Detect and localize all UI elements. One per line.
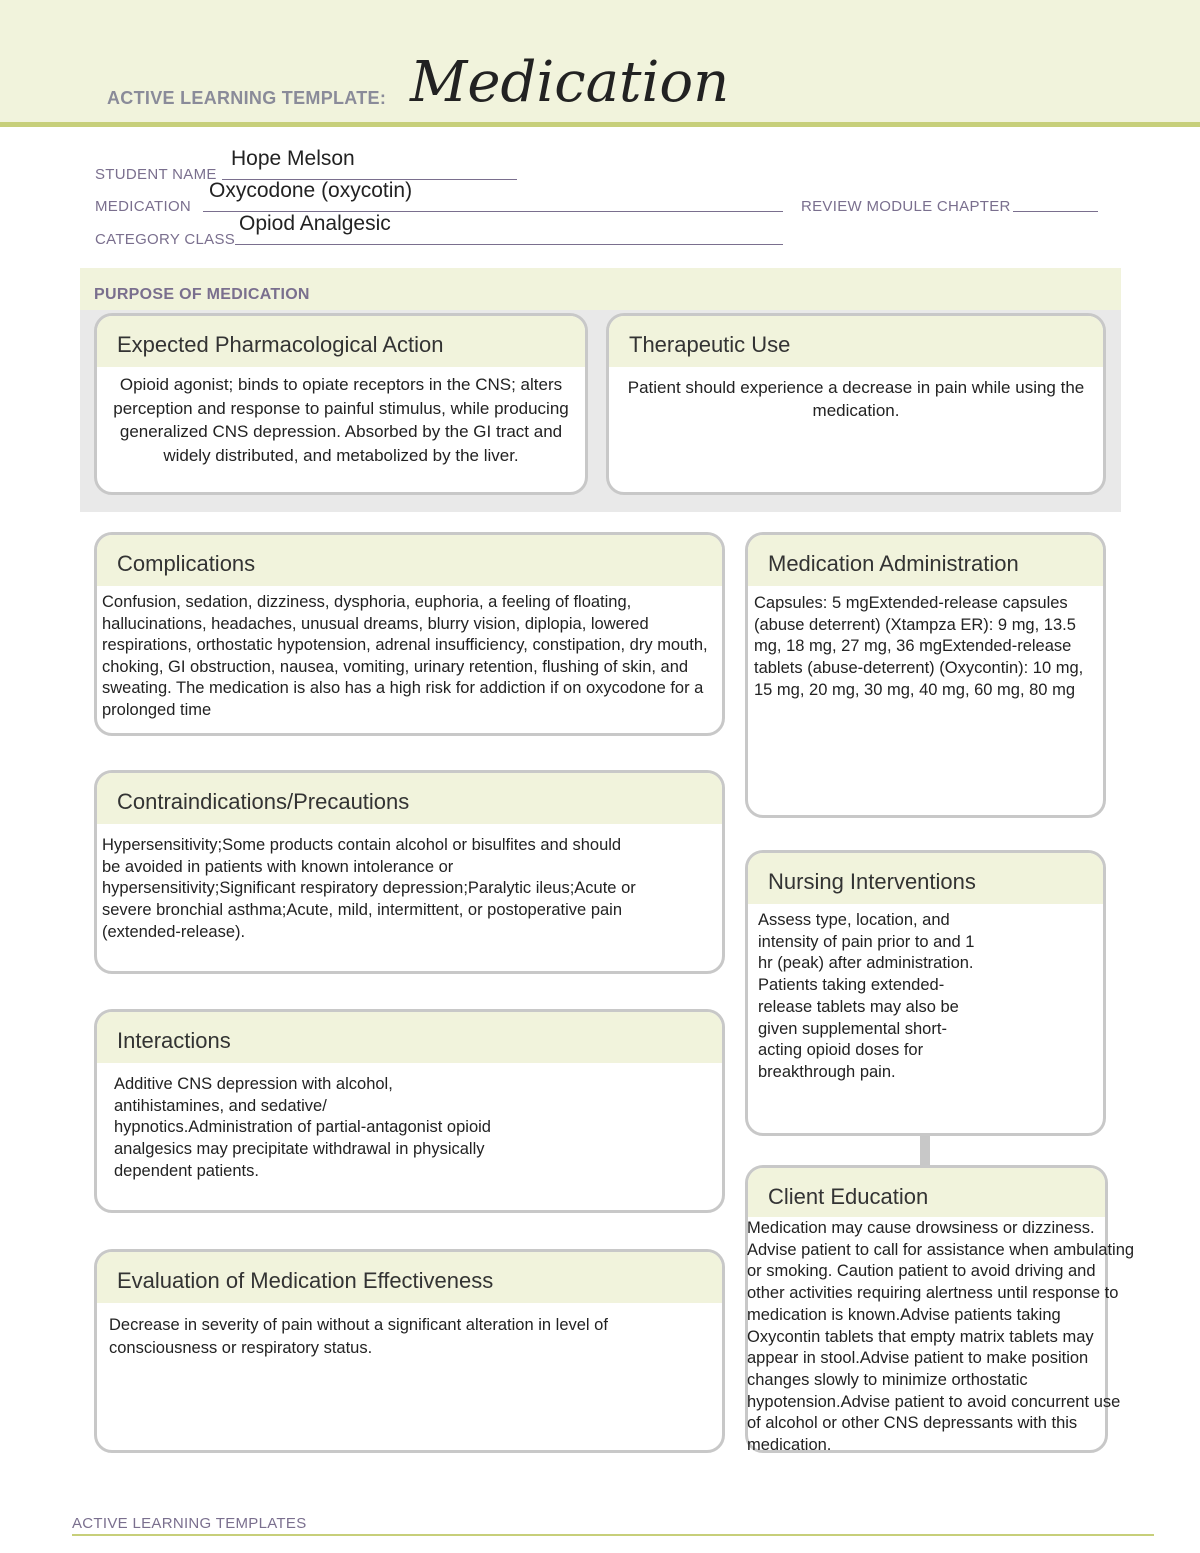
therapeutic-use-title: Therapeutic Use xyxy=(609,316,1103,368)
expected-action-box xyxy=(94,313,588,495)
student-name-field[interactable]: Hope Melson xyxy=(231,147,355,170)
footer-label: ACTIVE LEARNING TEMPLATES xyxy=(72,1515,307,1532)
interactions-text[interactable]: Additive CNS depression with alcohol, antihistamines, and sedative/ hypnotics.Administration of partial-antagonist opioid analgesics may precipitate withdrawal in physically dependent patients. xyxy=(114,1075,491,1180)
nursing-interventions-text[interactable]: Assess type, location, and intensity of pain prior to and 1 hr (peak) after administration. Patients taking extended-release tablets may also be given supplemental short-acting opioid doses for breakthrough pain. xyxy=(758,911,975,1081)
medication-field[interactable]: Oxycodone (oxycotin) xyxy=(209,179,413,202)
client-education-text[interactable]: Medication may cause drowsiness or dizziness. Advise patient to call for assistance when ambulating or smoking. Caution patient to avoid driving and other activities requiring alertness until response to medication is known.Advise patients taking Oxycontin tablets that empty matrix tablets may appear in stool.Advise patient to make position changes slowly to minimize orthostatic hypotension.Advise patient to avoid concurrent use of alcohol or other CNS depressants with this medication. xyxy=(747,1219,1135,1455)
medication-label: MEDICATION xyxy=(95,198,192,215)
header-rule xyxy=(0,122,1200,127)
review-module-label: REVIEW MODULE CHAPTER xyxy=(801,198,1011,215)
complications-box xyxy=(94,532,725,736)
expected-action-title: Expected Pharmacological Action xyxy=(97,316,585,368)
expected-action-text[interactable]: Opioid agonist; binds to opiate receptors in the CNS; alters perception and response to painful stimulus, while producing generalized CNS depression. Absorbed by the GI tract and widely distributed, and metabolized by the liver. xyxy=(113,375,569,465)
client-education-title: Client Education xyxy=(748,1168,1105,1218)
evaluation-title: Evaluation of Medication Effectiveness xyxy=(97,1252,722,1304)
page-title: Medication xyxy=(410,50,730,115)
complications-title: Complications xyxy=(97,535,722,587)
interactions-box xyxy=(94,1009,725,1213)
contraindications-title: Contraindications/Precautions xyxy=(97,773,722,825)
nursing-interventions-box xyxy=(745,850,1106,1136)
client-education-box xyxy=(745,1165,1135,1455)
student-name-label: STUDENT NAME xyxy=(95,166,217,183)
medication-administration-title: Medication Administration xyxy=(748,535,1103,587)
evaluation-box xyxy=(94,1249,725,1453)
evaluation-text[interactable]: Decrease in severity of pain without a significant alteration in level of consciousness or respiratory status. xyxy=(109,1316,608,1357)
footer-rule xyxy=(72,1534,1154,1536)
therapeutic-use-text[interactable]: Patient should experience a decrease in pain while using the medication. xyxy=(627,378,1085,420)
nursing-interventions-title: Nursing Interventions xyxy=(748,853,1103,905)
purpose-label: PURPOSE OF MEDICATION xyxy=(94,286,310,303)
medication-administration-box xyxy=(745,532,1106,818)
contraindications-text[interactable]: Hypersensitivity;Some products contain alcohol or bisulfites and should be avoided in patients with known intolerance or hypersensitivity;Significant respiratory depression;Paralytic ileus;Acute or severe bronchial asthma;Acute, mild, intermittent, or postoperative pain (extended-release). xyxy=(102,836,636,941)
category-class-line xyxy=(235,244,783,245)
review-module-field[interactable] xyxy=(1013,211,1098,212)
complications-text[interactable]: Confusion, sedation, dizziness, dysphoria, euphoria, a feeling of floating, hallucinations, headaches, unusual dreams, blurry vision, diplopia, lowered respirations, orthostatic hypotension, adrenal insufficiency, constipation, dry mouth, choking, GI obstruction, nausea, vomiting, urinary retention, flushing of skin, and sweating. The medication is also has a high risk for addiction if on oxycodone for a prolonged time xyxy=(102,593,708,719)
section-connector xyxy=(920,1136,930,1166)
interactions-title: Interactions xyxy=(97,1012,722,1064)
template-label: ACTIVE LEARNING TEMPLATE: xyxy=(107,88,387,108)
medication-administration-text[interactable]: Capsules: 5 mgExtended-release capsules (abuse deterrent) (Xtampza ER): 9 mg, 13.5 mg, 18 mg, 27 mg, 36 mgExtended-release tablets (abuse-deterrent) (Oxycontin): 10 mg, 15 mg, 20 mg, 30 mg, 40 mg, 60 mg, 80 mg xyxy=(754,594,1084,699)
category-class-label: CATEGORY CLASS xyxy=(95,231,236,248)
category-class-field[interactable]: Opiod Analgesic xyxy=(239,212,391,235)
contraindications-box xyxy=(94,770,725,974)
therapeutic-use-box xyxy=(606,313,1106,495)
